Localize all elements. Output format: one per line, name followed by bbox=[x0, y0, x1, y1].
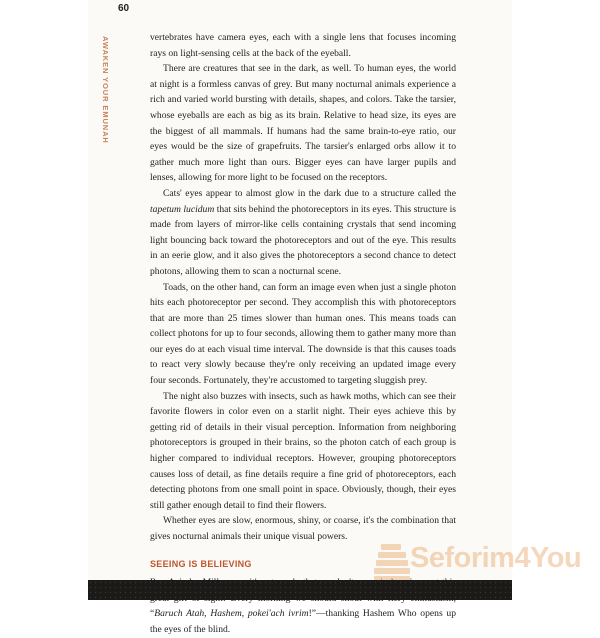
running-head bbox=[101, 36, 116, 156]
section-heading: SEEING IS BELIEVING bbox=[150, 558, 252, 569]
paragraph-7-text-a: “ bbox=[150, 608, 155, 620]
paragraph-3-italic: tapetum lucidum bbox=[150, 203, 215, 215]
watermark bbox=[372, 534, 600, 594]
paragraph-3-text-b: that sits behind the photoreceptors in its eyes. This structure is made from layers of mirror-like cells containing crystals that send incoming light bouncing back toward the photoreceptors and out of the eye. This results in an eerie glow, and it also gives the photoreceptors a second chance to detect photons, allowing them to scan a nocturnal scene. bbox=[150, 203, 456, 277]
paragraph-3 bbox=[150, 186, 456, 280]
watermark-text: Seforim4You bbox=[410, 542, 582, 574]
book-stack-icon bbox=[372, 538, 412, 584]
paragraph-2: There are creatures that see in the dark, as well. To human eyes, the world at night is a formless canvas of grey. But many nocturnal animals experience a rich and varied world bursting with details, shapes, and colors. Take the tarsier, whose eyeballs are each as big as its brain. Relative to head size, its eyes are the biggest of all mammals. If humans had the same brain-to-eye ratio, our eyes would be the size of grapefruits. The tarsier's enlarged orbs allow it to gather much more light than ours. Bigger eyes can have larger pupils and lenses, allowing for more light to be focused on the receptors. bbox=[150, 63, 456, 184]
paragraph-7-text-b: !”—thanking Hashem Who opens up the eyes of the blind. bbox=[150, 608, 457, 635]
paragraph-5: The night also buzzes with insects, such as hawk moths, which can see their favorite flowers in color even on a starlit night. Their eyes achieve this by getting rid of details in their visual perception. Information from neighboring photoreceptors is grouped in their brains, so the photon catch of each group is higher compared to individual receptors. However, grouping photoreceptors causes loss of detail, as fine details require a fine grid of photoreceptors, each detecting photons from one small point in space. Obviously, though, their eyes still gather enough detail to find their flowers. bbox=[150, 390, 456, 511]
paragraph-6: Whether eyes are slow, enormous, shiny, or coarse, it's the combination that gives nocturnal animals their unique visual powers. bbox=[150, 515, 456, 542]
running-head-text: AWAKEN YOUR EMUNAH bbox=[101, 36, 110, 144]
paragraph-7-italic: Baruch Atah, Hashem, pokei'ach ivrim bbox=[154, 608, 309, 620]
page-number: 60 bbox=[118, 3, 130, 14]
paragraph-1: vertebrates have camera eyes, each with a single lens that focuses incoming rays on light-sensing cells at the back of the eyeball. bbox=[150, 32, 456, 59]
paragraph-3-text-a: Cats' eyes appear to almost glow in the dark due to a structure called the bbox=[163, 187, 456, 199]
paragraph-4: Toads, on the other hand, can form an image even when just a single photon hits each photoreceptor per second. They accomplish this with photoreceptors that are more than 25 times slower than human ones. This means toads can collect photons for up to four seconds, allowing them to gather many more than our eyes do at each visual time interval. The downside is that this causes toads to react very slowly because they're only receiving an updated image every four seconds. Fortunately, they're accustomed to targeting sluggish prey. bbox=[150, 281, 456, 387]
